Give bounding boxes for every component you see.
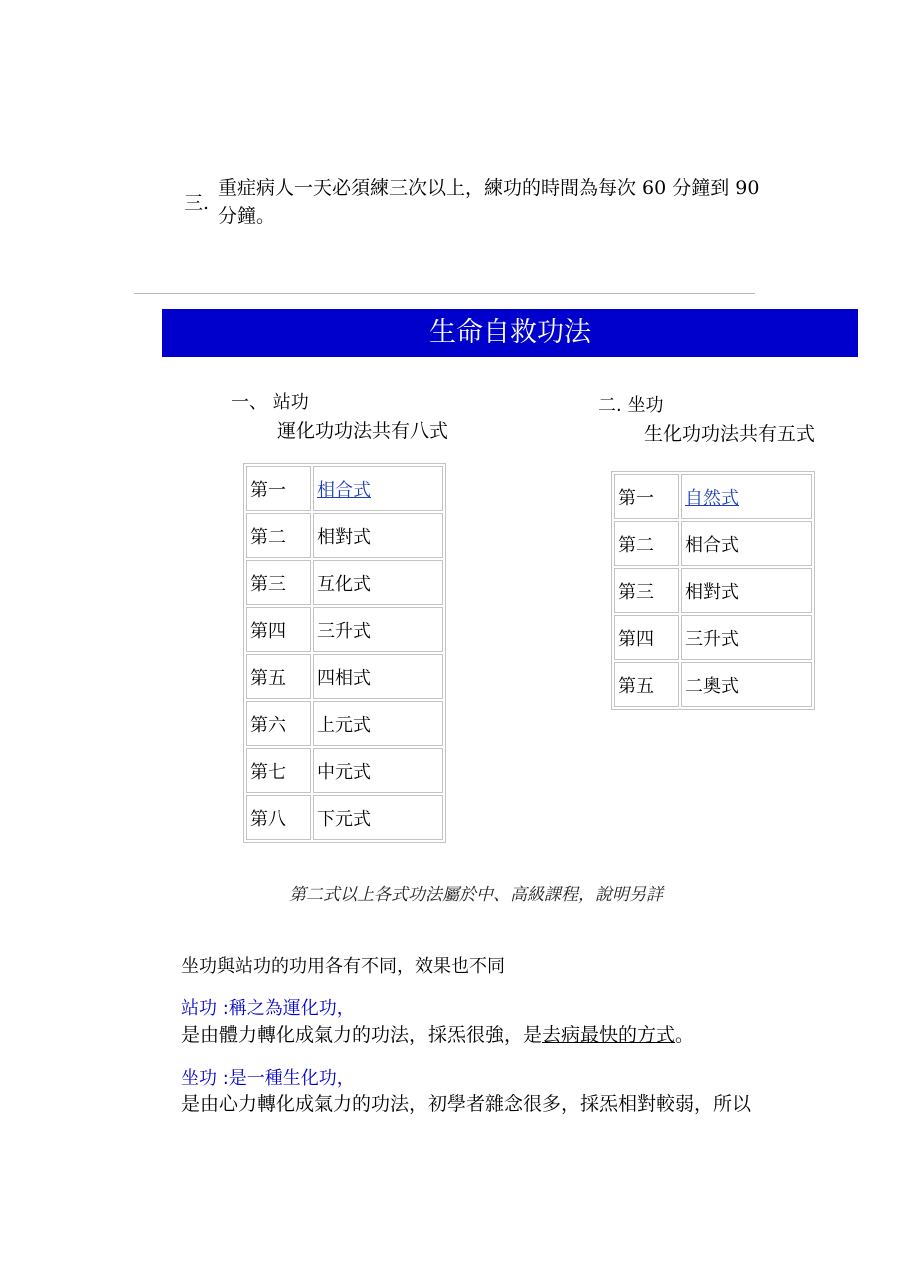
form-number: 第一	[614, 474, 679, 519]
form-link[interactable]: 自然式	[685, 487, 739, 509]
sitting-forms-table	[611, 471, 815, 710]
sitting-section-title: 二. 坐功	[598, 395, 664, 416]
list-marker: 三.	[184, 192, 210, 214]
table-row	[246, 795, 443, 840]
intro-sentence: 坐功與站功的功用各有不同，效果也不同	[181, 956, 505, 977]
list-item-text: 重症病人一天必須練三次以上，練功的時間為每次 60 分鐘到 90 分鐘。	[218, 177, 760, 227]
form-link[interactable]: 相合式	[317, 479, 371, 501]
standing-forms-table	[243, 463, 446, 843]
form-number: 第四	[614, 615, 679, 660]
form-number: 第二	[614, 521, 679, 566]
form-number: 第二	[246, 513, 311, 558]
horizontal-rule	[134, 293, 755, 294]
underlined-phrase: 去病最快的方式	[542, 1024, 676, 1046]
table-row	[614, 615, 812, 660]
standing-description	[181, 1020, 694, 1047]
form-name: 上元式	[313, 701, 443, 746]
form-number: 第三	[246, 560, 311, 605]
description-text: 是由體力轉化成氣力的功法，採炁很強，是	[181, 1024, 543, 1046]
standing-section-subtitle: 運化功功法共有八式	[277, 420, 449, 442]
sitting-heading: 坐功 :是一種生化功，	[181, 1068, 355, 1089]
form-name: 三升式	[313, 607, 443, 652]
table-row	[614, 662, 812, 707]
course-note: 第二式以上各式功法屬於中、高級課程，說明另詳	[289, 885, 663, 905]
form-number: 第七	[246, 748, 311, 793]
form-number: 第一	[246, 466, 311, 511]
form-number: 第八	[246, 795, 311, 840]
table-row	[614, 474, 812, 519]
form-name: 相合式	[681, 521, 812, 566]
form-name	[681, 474, 812, 519]
form-name: 三升式	[681, 615, 812, 660]
form-number: 第四	[246, 607, 311, 652]
form-name: 中元式	[313, 748, 443, 793]
form-number: 第三	[614, 568, 679, 613]
form-number: 第五	[246, 654, 311, 699]
form-name: 相對式	[681, 568, 812, 613]
form-name: 互化式	[313, 560, 443, 605]
form-name: 二奧式	[681, 662, 812, 707]
description-end: 。	[675, 1024, 695, 1046]
table-row	[246, 701, 443, 746]
standing-heading: 站功 :稱之為運化功，	[181, 998, 355, 1019]
form-number: 第五	[614, 662, 679, 707]
form-number: 第六	[246, 701, 311, 746]
form-name	[313, 466, 443, 511]
standing-section-title: 一、 站功	[231, 392, 309, 413]
form-name: 下元式	[313, 795, 443, 840]
table-row	[246, 513, 443, 558]
table-row	[246, 748, 443, 793]
table-row	[246, 560, 443, 605]
table-row	[614, 568, 812, 613]
table-row	[246, 466, 443, 511]
sitting-description: 是由心力轉化成氣力的功法，初學者雜念很多，採炁相對較弱，所以	[181, 1093, 752, 1115]
sitting-section-subtitle: 生化功功法共有五式	[644, 423, 816, 445]
table-row	[614, 521, 812, 566]
form-name: 四相式	[313, 654, 443, 699]
table-row	[246, 654, 443, 699]
table-row	[246, 607, 443, 652]
form-name: 相對式	[313, 513, 443, 558]
section-banner: 生命自救功法	[162, 309, 858, 357]
